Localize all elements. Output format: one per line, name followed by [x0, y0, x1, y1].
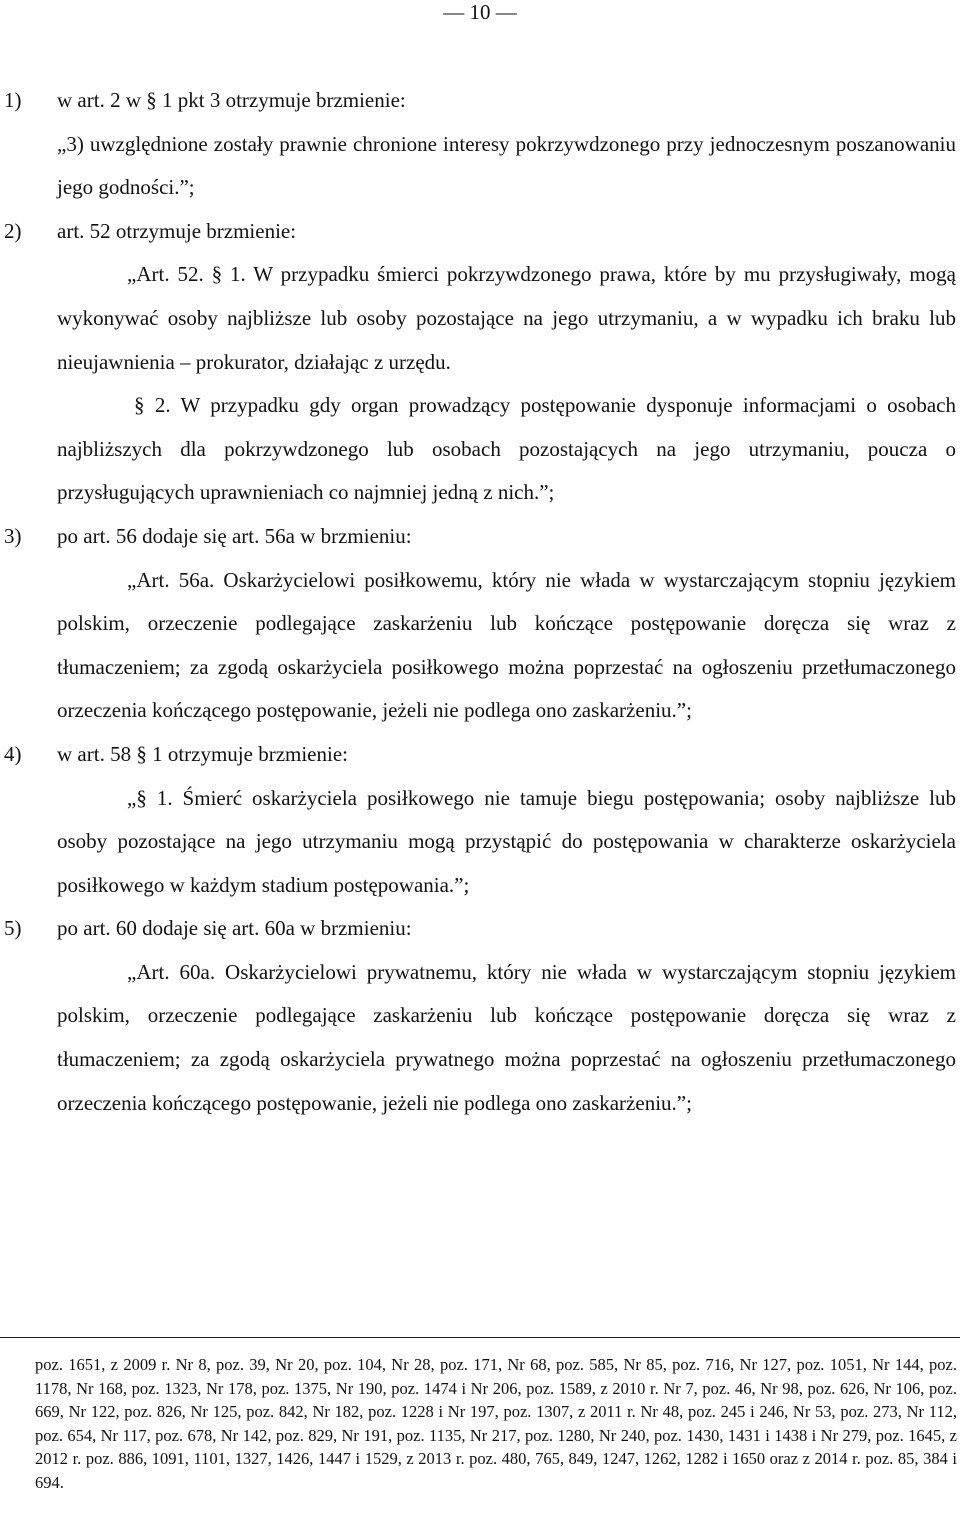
amendment-item-1: [0, 79, 960, 123]
item-lead-text: po art. 60 dodaje się art. 60a w brzmieniu:: [57, 916, 412, 941]
item-lead-text: art. 52 otrzymuje brzmienie:: [57, 218, 297, 243]
quoted-provision: „Art. 60a. Oskarżycielowi prywatnemu, który nie włada w wystarczającym stopniu językiem polskim, orzeczenie podlegające zaskarżeniu lub kończące postępowanie doręcza się wraz z tłumaczeniem; za zgodą oskarżyciela prywatnego można poprzestać na ogłoszeniu przetłumaczonego orzeczenia kończącego postępowanie, jeżeli nie podlega ono zaskarżeniu.”;: [57, 959, 956, 1115]
item-number: 2): [4, 218, 22, 243]
item-lead-text: w art. 2 w § 1 pkt 3 otrzymuje brzmienie:: [57, 88, 406, 112]
quoted-provision: „Art. 52. § 1. W przypadku śmierci pokrzywdzonego prawa, które by mu przysługiwały, mogą wykonywać osoby najbliższe lub osoby pozostające na jego utrzymaniu, a w wypadku ich braku lub nieujawnienia – prokurator, działając z urzędu.: [57, 262, 956, 374]
item-number: 5): [4, 916, 22, 941]
item-number: 3): [4, 523, 22, 548]
item-lead-text: w art. 58 § 1 otrzymuje brzmienie:: [57, 741, 348, 766]
item-number: 1): [4, 88, 22, 112]
quoted-provision: „Art. 56a. Oskarżycielowi posiłkowemu, który nie włada w wystarczającym stopniu językiem polskim, orzeczenie podlegające zaskarżeniu lub kończące postępowanie doręcza się wraz z tłumaczeniem; za zgodą oskarżyciela posiłkowego można poprzestać na ogłoszeniu przetłumaczonego orzeczenia kończącego postępowanie, jeżeli nie podlega ono zaskarżeniu.”;: [57, 567, 956, 723]
page-number: — 10 —: [443, 0, 517, 24]
amendment-item-3: [0, 515, 960, 559]
quoted-provision: „3) uwzględnione zostały prawnie chronione interesy pokrzywdzonego przy jednoczesnym poszanowaniu jego godności.”;: [57, 131, 956, 200]
footnote-separator: [0, 1337, 960, 1338]
item-number: 4): [4, 741, 22, 766]
amendment-item-2: [0, 210, 960, 254]
quoted-provision: „§ 1. Śmierć oskarżyciela posiłkowego nie tamuje biegu postępowania; osoby najbliższe lub osoby pozostające na jego utrzymaniu mogą przystąpić do postępowania w charakterze oskarżyciela posiłkowego w każdym stadium postępowania.”;: [57, 785, 956, 897]
item-lead-text: po art. 56 dodaje się art. 56a w brzmieniu:: [57, 523, 412, 548]
footnote-text: poz. 1651, z 2009 r. Nr 8, poz. 39, Nr 20, poz. 104, Nr 28, poz. 171, Nr 68, poz. 585, Nr 85, poz. 716, Nr 127, poz. 1051, Nr 144, poz. 1178, Nr 168, poz. 1323, Nr 178, poz. 1375, Nr 190, poz. 1474 i Nr 206, poz. 1589, z 2010 r. Nr 7, poz. 46, Nr 98, poz. 626, Nr 106, poz. 669, Nr 122, poz. 826, Nr 125, poz. 842, Nr 182, poz. 1228 i Nr 197, poz. 1307, z 2011 r. Nr 48, poz. 245 i 246, Nr 53, poz. 273, Nr 112, poz. 654, Nr 117, poz. 678, Nr 142, poz. 829, Nr 191, poz. 1135, Nr 217, poz. 1280, Nr 240, poz. 1430, 1431 i 1438 i Nr 279, poz. 1645, z 2012 r. poz. 886, 1091, 1101, 1327, 1426, 1447 i 1529, z 2013 r. poz. 480, 765, 849, 1247, 1262, 1282 i 1650 oraz z 2014 r. poz. 85, 384 i 694.: [35, 1355, 957, 1492]
amendment-item-4: [0, 733, 960, 777]
document-body: [0, 79, 960, 1125]
quoted-provision-paragraph-2: § 2. W przypadku gdy organ prowadzący postępowanie dysponuje informacjami o osobach najbliższych dla pokrzywdzonego lub osobach pozostających na jego utrzymaniu, poucza o przysługujących uprawnieniach co najmniej jedną z nich.”;: [57, 393, 956, 505]
amendment-item-5: [0, 907, 960, 951]
